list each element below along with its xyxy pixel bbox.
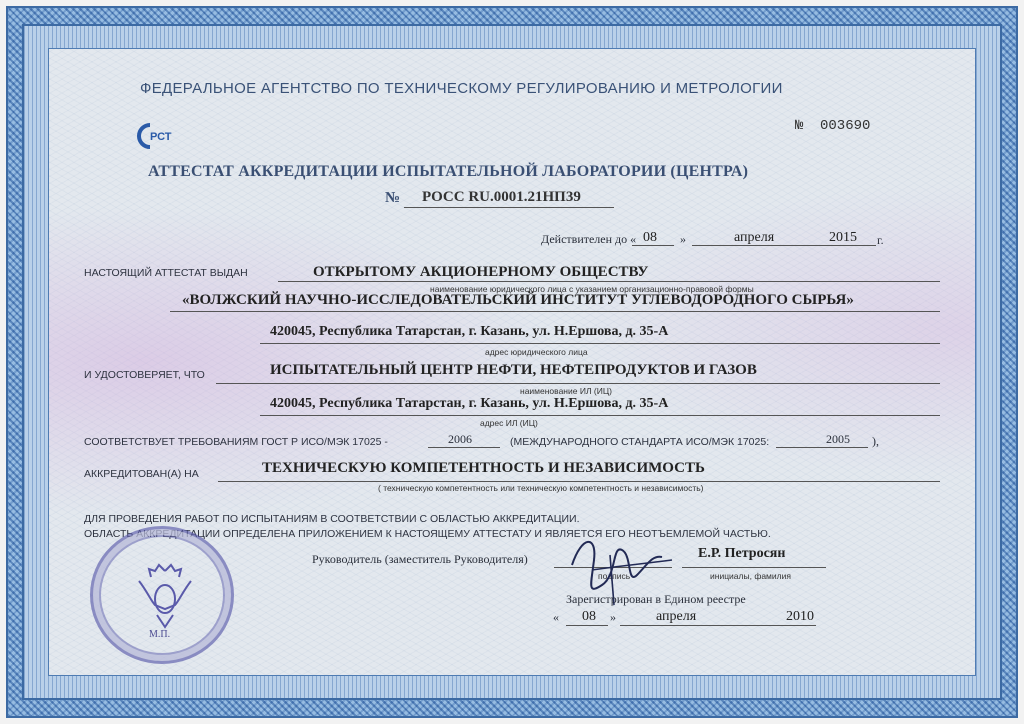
validity-close-quote: » [680, 232, 686, 246]
validity-label: Действителен до « [541, 232, 637, 246]
registry-label: Зарегистрирован в Едином реестре [566, 592, 746, 606]
lab-name-hint: наименование ИЛ (ИЦ) [520, 386, 612, 396]
accredited-for-hint: ( техническую компетентность или техническую компетентность и независимость) [378, 483, 704, 493]
lab-name: ИСПЫТАТЕЛЬНЫЙ ЦЕНТР НЕФТИ, НЕФТЕПРОДУКТОВ И ГАЗОВ [270, 362, 757, 378]
gost-label: СООТВЕТСТВУЕТ ТРЕБОВАНИЯМ ГОСТ Р ИСО/МЭК 17025 - [84, 436, 388, 448]
gost-year: 2006 [448, 432, 472, 446]
serial-number-label: № [795, 118, 804, 134]
iso-close: ), [872, 434, 879, 448]
signatory-name: Е.Р. Петросян [698, 546, 786, 561]
double-headed-eagle-icon [133, 561, 197, 633]
validity-day: 08 [643, 230, 657, 245]
accredited-for-label: АККРЕДИТОВАН(А) НА [84, 468, 199, 480]
registry-year: 2010 [786, 609, 814, 624]
issued-org-form: ОТКРЫТОМУ АКЦИОНЕРНОМУ ОБЩЕСТВУ [313, 264, 649, 280]
validity-year: 2015 [829, 230, 857, 245]
stamp-mp-label: М.П. [149, 629, 171, 640]
serial-number: 003690 [820, 118, 871, 134]
iso-year-line [776, 432, 868, 448]
signature-hint: подпись [598, 571, 631, 581]
scope-line-1: ДЛЯ ПРОВЕДЕНИЯ РАБОТ ПО ИСПЫТАНИЯМ В СООТВЕТСТВИИ С ОБЛАСТЬЮ АККРЕДИТАЦИИ. [84, 513, 580, 525]
issued-to-label: НАСТОЯЩИЙ АТТЕСТАТ ВЫДАН [84, 267, 248, 279]
rst-logo-icon [136, 122, 176, 150]
legal-address: 420045, Республика Татарстан, г. Казань, ул. Н.Ершова, д. 35-А [270, 324, 669, 339]
iso-year: 2005 [826, 432, 850, 446]
registry-day: 08 [582, 609, 596, 624]
registration-number: РОСС RU.0001.21НП39 [422, 189, 581, 205]
lab-address-hint: адрес ИЛ (ИЦ) [480, 418, 538, 428]
scope-line-2: ОБЛАСТЬ АККРЕДИТАЦИИ ОПРЕДЕЛЕНА ПРИЛОЖЕНИЕМ К НАСТОЯЩЕМУ АТТЕСТАТУ И ЯВЛЯЕТСЯ ЕГО НЕОТЪЕМЛЕМОЙ ЧАСТЬЮ. [84, 528, 771, 540]
certifies-label: И УДОСТОВЕРЯЕТ, ЧТО [84, 369, 205, 381]
validity-month: апреля [734, 230, 775, 245]
iso-label: (МЕЖДУНАРОДНОГО СТАНДАРТА ИСО/МЭК 17025: [510, 436, 770, 448]
registration-number-label: № [385, 190, 401, 206]
signatory-name-hint: инициалы, фамилия [710, 571, 791, 581]
rst-logo-text: РСТ [150, 131, 172, 143]
registry-close-quote: » [610, 610, 616, 624]
issued-org-name: «ВОЛЖСКИЙ НАУЧНО-ИССЛЕДОВАТЕЛЬСКИЙ ИНСТИТУТ УГЛЕВОДОРОДНОГО СЫРЬЯ» [182, 292, 854, 308]
registry-open-quote: « [553, 610, 559, 624]
issued-org-form-hint: наименование юридического лица с указанием организационно-правовой формы [430, 284, 754, 294]
lab-address: 420045, Республика Татарстан, г. Казань, ул. Н.Ершова, д. 35-А [270, 396, 669, 411]
agency-heading: ФЕДЕРАЛЬНОЕ АГЕНТСТВО ПО ТЕХНИЧЕСКОМУ РЕГУЛИРОВАНИЮ И МЕТРОЛОГИИ [140, 80, 783, 97]
official-seal [90, 526, 234, 664]
legal-address-hint: адрес юридического лица [485, 347, 588, 357]
certificate-title: АТТЕСТАТ АККРЕДИТАЦИИ ИСПЫТАТЕЛЬНОЙ ЛАБОРАТОРИИ (ЦЕНТРА) [148, 163, 749, 180]
signatory-role: Руководитель (заместитель Руководителя) [312, 552, 528, 566]
validity-year-suffix: г. [877, 233, 884, 247]
registry-month: апреля [656, 609, 697, 624]
accredited-for-value: ТЕХНИЧЕСКУЮ КОМПЕТЕНТНОСТЬ И НЕЗАВИСИМОСТЬ [262, 460, 705, 476]
